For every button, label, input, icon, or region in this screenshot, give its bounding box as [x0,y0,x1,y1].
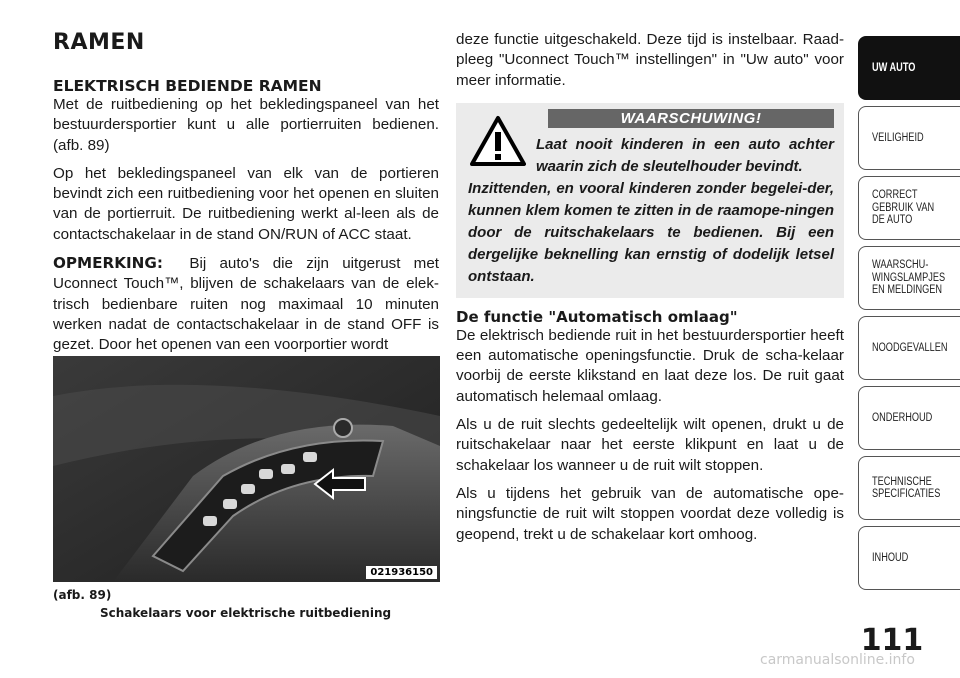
window-switch-photo [53,356,440,582]
tab-label: TECHNISCHE SPECIFICATIES [872,475,941,500]
section-title: RAMEN [53,30,145,55]
tab-onderhoud[interactable] [858,386,960,450]
tab-uw-auto[interactable] [858,36,960,100]
warning-line-2: Inzittenden, en vooral kinderen zonder begelei-der, kunnen klem komen te zitten in de raamope-ningen door de ruitschakelaars te bedienen. Bij een dergelijke beknelling kan ernstig of dodelijk letsel ontstaan. [468,179,834,285]
tab-label: ONDERHOUD [872,411,933,424]
warning-box [456,103,844,298]
chapter-tabs [858,36,960,596]
warning-title: WAARSCHUWING! [548,109,834,128]
tab-label: INHOUD [872,551,909,564]
note-paragraph [53,253,439,355]
tab-noodgevallen[interactable] [858,316,960,380]
warning-line-1: Laat nooit kinderen in een auto achter waarin zich de sleutelhouder bevindt. [536,135,834,175]
left-column [53,30,439,364]
tab-inhoud[interactable] [858,526,960,590]
tab-label: NOODGEVALLEN [872,341,948,354]
paragraph: Met de ruitbediening op het bekledingspaneel van het bestuurdersportier kunt u alle portierruiten bedienen. (afb. 89) [53,96,439,154]
tab-veiligheid[interactable] [858,106,960,170]
paragraph: De elektrisch bediende ruit in het bestuurdersportier heeft een automatische openingsfunctie. Druk de scha-kelaar voorbij de eerste klikstand en laat deze los. De ruit gaat automatisch helemaal omlaag. [456,326,844,405]
paragraph: Op het bekledingspaneel van elk van de portieren bevindt zich een ruitbediening voor het openen en sluiten van de portierruit. De ruitbediening werkt al-leen als de contactschakelaar in de stand ON/RUN of ACC staat. [53,164,439,243]
page-number: 111 [860,623,924,658]
watermark: carmanualsonline.info [760,652,915,668]
paragraph: Als u tijdens het gebruik van de automatische ope-ningsfunctie de ruit wilt stoppen voordat deze volledig is geopend, trekt u de schakelaar kort omhoog. [456,484,844,543]
tab-technische-specificaties[interactable] [858,456,960,520]
tab-label: UW AUTO [872,61,916,74]
tab-waarschuwingslampjes[interactable] [858,246,960,310]
tab-label: VEILIGHEID [872,131,924,144]
right-column [456,30,844,553]
tab-label: CORRECT GEBRUIK VAN DE AUTO [872,189,935,227]
paragraph: deze functie uitgeschakeld. Deze tijd is instelbaar. Raad-pleeg "Uconnect Touch™ instellingen" in "Uw auto" voor meer informatie. [456,31,844,89]
note-label: OPMERKING: [53,254,163,273]
figure-ref: (afb. 89) [53,588,112,602]
subsection-title: De functie "Automatisch omlaag" [456,307,738,326]
note-text: Bij auto's die zijn uitgerust met Uconnect Touch™, blijven de schakelaars van de elek-trisch bedienbare ruiten nog maximaal 10 minuten werken nadat de contactschakelaar in de stand OFF is gezet. Door het openen van een voorportier wordt [53,255,439,354]
tab-label: WAARSCHU-WINGSLAMPJES EN MELDINGEN [872,259,946,297]
subsection-title: ELEKTRISCH BEDIENDE RAMEN [53,77,322,95]
photo-id: 021936150 [366,566,437,579]
door-panel-illustration [53,356,440,582]
paragraph: Als u de ruit slechts gedeeltelijk wilt openen, drukt u de ruitschakelaar naar het eerste klikpunt en laat u de schakelaar los wanneer u de ruit wilt stoppen. [456,416,844,474]
warning-triangle-icon [470,115,526,167]
tab-correct-gebruik[interactable] [858,176,960,240]
figure-caption: Schakelaars voor elektrische ruitbediening [100,606,392,620]
